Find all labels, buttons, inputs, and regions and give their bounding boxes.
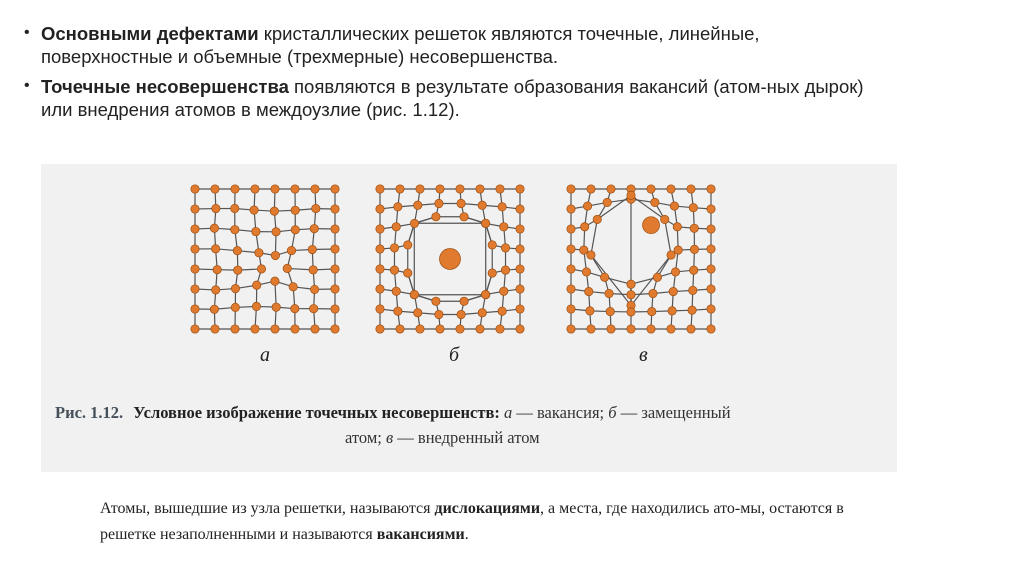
lattice-atom [667, 251, 675, 259]
lattice-atom [707, 205, 715, 213]
lattice-atom [585, 287, 593, 295]
lattice-atom [331, 225, 339, 233]
lattice-atom [516, 265, 524, 273]
lattice-atom [567, 285, 575, 293]
lattice-atom [211, 325, 219, 333]
lattice-atom [689, 203, 697, 211]
lattice-atom [651, 198, 659, 206]
lattice-atom [191, 285, 199, 293]
lattice-atom [291, 304, 299, 312]
lattice-atom [376, 185, 384, 193]
lattice-atom [257, 265, 265, 273]
lattice-atom [311, 185, 319, 193]
lattice-atom [478, 201, 486, 209]
lattice-atom [211, 185, 219, 193]
lattice-atom [231, 185, 239, 193]
caption-text-b: — замещенный [616, 403, 731, 422]
lattice-atom [210, 305, 218, 313]
lattice-atom [331, 265, 339, 273]
lattice-atom [331, 325, 339, 333]
lattice-atom [410, 290, 418, 298]
lattice-atom [291, 206, 299, 214]
lattice-atom [689, 286, 697, 294]
bullet-dot: • [24, 24, 30, 41]
lattice-atom [231, 225, 239, 233]
lattice-atom [567, 325, 575, 333]
lattice-atom [707, 305, 715, 313]
lattice-atom [496, 185, 504, 193]
lattice-bond [665, 219, 671, 255]
lattice-atom [390, 244, 398, 252]
lattice-atom [309, 266, 317, 274]
lattice-atom [498, 307, 506, 315]
lattice-atom [647, 325, 655, 333]
lattice-atom [707, 225, 715, 233]
lattice-atom [396, 325, 404, 333]
lattice-atom [234, 266, 242, 274]
lattice-atom [376, 245, 384, 253]
lattice-atom [457, 310, 465, 318]
lattice-atom [627, 291, 635, 299]
lattice-atom [607, 325, 615, 333]
lattice-atom [457, 199, 465, 207]
lattice-atom [312, 204, 320, 212]
lattice-atom [376, 225, 384, 233]
lattice-atom [606, 307, 614, 315]
lattice-atom [496, 325, 504, 333]
lattice-atom [331, 285, 339, 293]
lattice-atom [310, 285, 318, 293]
lattice-atom [251, 185, 259, 193]
lattice-atom [392, 287, 400, 295]
caption-text-c: — внедренный атом [393, 428, 540, 447]
lattice-atom [191, 205, 199, 213]
lattice-atom [331, 245, 339, 253]
lattice-atom [516, 245, 524, 253]
lattice-atom [331, 305, 339, 313]
lattice-atom [396, 185, 404, 193]
lattice-atom [252, 227, 260, 235]
lattice-atom [674, 246, 682, 254]
lattice-atom [331, 205, 339, 213]
lattice-atom [500, 223, 508, 231]
figure-label-c: в [639, 344, 648, 366]
figure-label-b: б [449, 344, 460, 366]
caption-letter-a: а [503, 403, 513, 422]
lattice-atom [376, 205, 384, 213]
caption-letter-b: б [608, 403, 617, 422]
lattice-atom [392, 223, 400, 231]
lattice-atom [191, 225, 199, 233]
lattice-substituted [373, 182, 537, 334]
bullet-bold: Точечные несовершенства [41, 76, 289, 97]
lattice-atom [603, 198, 611, 206]
lattice-atom [287, 246, 295, 254]
caption-letter-c: в [385, 428, 394, 447]
lattice-atom [435, 310, 443, 318]
lattice-atom [673, 223, 681, 231]
lattice-atom [272, 303, 280, 311]
lattice-atom [501, 266, 509, 274]
caption-number: Рис. 1.12. [55, 403, 124, 422]
para-text-3: . [464, 526, 469, 543]
lattice-atom [607, 185, 615, 193]
lattice-atom [291, 185, 299, 193]
lattice-atom [476, 185, 484, 193]
lattice-atom [310, 224, 318, 232]
lattice-atom [567, 265, 575, 273]
caption-line2-pre: атом; [345, 428, 386, 447]
lattice-atom [376, 265, 384, 273]
lattice-atom [627, 308, 635, 316]
lattice-atom [404, 241, 412, 249]
lattice-atom [191, 245, 199, 253]
lattice-atom [567, 205, 575, 213]
lattice-atom [213, 265, 221, 273]
lattice-atom [567, 225, 575, 233]
lattice-atom [583, 202, 591, 210]
interstitial-atom [643, 217, 660, 234]
lattice-atom [600, 273, 608, 281]
lattice-atom [432, 297, 440, 305]
lattice-atom [271, 325, 279, 333]
lattice-atom [580, 246, 588, 254]
lattice-atom [690, 266, 698, 274]
lattice-atom [478, 309, 486, 317]
lattice-atom [707, 285, 715, 293]
lattice-atom [460, 297, 468, 305]
lattice-atom [231, 204, 239, 212]
lattice-atom [587, 325, 595, 333]
bullet-text: появляются в результате образования вакансий (атом-ных дырок) или внедрения атомов в междоузлие (рис. 1.12). [41, 76, 864, 120]
lattice-atom [516, 205, 524, 213]
lattice-atom [580, 223, 588, 231]
lattice-atom [627, 191, 635, 199]
lattice-atom [252, 302, 260, 310]
substituted-atom [440, 249, 461, 270]
figure-panel [41, 164, 897, 472]
lattice-bond [631, 195, 665, 219]
bullet-defects [24, 22, 884, 68]
lattice-atom [488, 241, 496, 249]
para-term-dislocations: дислокациями [434, 500, 541, 517]
lattice-atom [394, 307, 402, 315]
lattice-atom [311, 325, 319, 333]
lattice-atom [667, 185, 675, 193]
lattice-atom [627, 280, 635, 288]
lattice-atom [289, 283, 297, 291]
bullet-bold: Основными дефектами [41, 23, 259, 44]
lattice-atom [270, 207, 278, 215]
lattice-atom [376, 285, 384, 293]
lattice-vacancy [188, 182, 352, 334]
lattice-atom [690, 245, 698, 253]
lattice-atom [291, 325, 299, 333]
lattice-atom [394, 203, 402, 211]
bullet-point-defects [24, 75, 884, 121]
lattice-atom [283, 264, 291, 272]
lattice-atom [516, 325, 524, 333]
lattice-atom [191, 185, 199, 193]
lattice-atom [669, 287, 677, 295]
lattice-atom [481, 290, 489, 298]
lattice-atom [688, 306, 696, 314]
para-term-vacancies: вакансиями [376, 526, 465, 543]
lattice-atom [500, 287, 508, 295]
lattice-atom [376, 305, 384, 313]
lattice-atom [649, 289, 657, 297]
lattice-atom [250, 206, 258, 214]
lattice-atom [272, 228, 280, 236]
lattice-atom [586, 307, 594, 315]
lattice-atom [231, 325, 239, 333]
lattice-atom [414, 201, 422, 209]
lattice-atom [271, 277, 279, 285]
para-text-2: , а места, где находились ато-мы, остаются в решетке незаполненными и называются [100, 500, 844, 543]
lattice-atom [488, 269, 496, 277]
caption-title: Условное изображение точечных несовершенств: [133, 403, 500, 422]
lattice-atom [587, 185, 595, 193]
lattice-atom [436, 325, 444, 333]
caption-text-a: — вакансия; [512, 403, 609, 422]
figure-label-a: а [260, 344, 270, 366]
lattice-atom [376, 325, 384, 333]
bullet-list [24, 22, 884, 128]
lattice-atom [707, 325, 715, 333]
bullet-dot: • [24, 77, 30, 94]
lattice-atom [498, 203, 506, 211]
lattice-atom [251, 325, 259, 333]
lattice-atom [211, 245, 219, 253]
lattice-atom [212, 286, 220, 294]
lattice-atom [582, 268, 590, 276]
lattice-bond [597, 195, 631, 219]
lattice-atom [271, 251, 279, 259]
lattice-atom [309, 304, 317, 312]
lattice-atom [191, 305, 199, 313]
bullet-text: кристаллических решеток являются точечные, линейные, поверхностные и объемные (трехмерные) несовершенства. [41, 23, 760, 67]
lattice-atom [567, 185, 575, 193]
body-paragraph [100, 496, 880, 548]
lattice-atom [707, 185, 715, 193]
lattice-atom [331, 185, 339, 193]
lattice-atom [271, 185, 279, 193]
lattice-atom [661, 215, 669, 223]
lattice-atom [231, 284, 239, 292]
lattice-atom [668, 307, 676, 315]
lattice-atom [414, 309, 422, 317]
para-text-1: Атомы, вышедшие из узла решетки, называются [100, 500, 435, 517]
lattice-atom [212, 204, 220, 212]
lattice-atom [667, 325, 675, 333]
lattice-atom [390, 266, 398, 274]
lattice-atom [648, 307, 656, 315]
lattice-atom [567, 305, 575, 313]
lattice-atom [482, 219, 490, 227]
lattice-atom [687, 185, 695, 193]
lattice-atom [671, 268, 679, 276]
lattice-atom [436, 185, 444, 193]
lattice-atom [308, 245, 316, 253]
lattice-atom [567, 245, 575, 253]
lattice-atom [416, 185, 424, 193]
lattice-atom [707, 265, 715, 273]
lattice-atom [587, 251, 595, 259]
lattice-atom [690, 224, 698, 232]
lattice-atom [501, 244, 509, 252]
lattice-bond [591, 255, 631, 305]
lattice-atom [191, 265, 199, 273]
lattice-atom [253, 281, 261, 289]
lattice-atom [210, 224, 218, 232]
lattice-atom [516, 305, 524, 313]
lattice-atom [516, 225, 524, 233]
lattice-atom [707, 245, 715, 253]
lattice-atom [435, 199, 443, 207]
lattice-atom [191, 325, 199, 333]
lattice-atom [593, 215, 601, 223]
lattice-atom [231, 303, 239, 311]
lattice-atom [416, 325, 424, 333]
lattice-atom [460, 213, 468, 221]
lattice-atom [687, 325, 695, 333]
lattice-atom [233, 246, 241, 254]
lattice-atom [605, 289, 613, 297]
lattice-atom [647, 185, 655, 193]
lattice-atom [291, 226, 299, 234]
lattice-atom [255, 249, 263, 257]
lattice-atom [432, 213, 440, 221]
figure-caption [55, 400, 885, 450]
lattice-interstitial [564, 182, 728, 334]
lattice-atom [456, 325, 464, 333]
lattice-bond [631, 255, 671, 305]
lattice-atom [516, 285, 524, 293]
lattice-atom [627, 325, 635, 333]
lattice-atom [653, 273, 661, 281]
lattice-atom [670, 202, 678, 210]
lattice-atom [404, 269, 412, 277]
lattice-atom [456, 185, 464, 193]
lattice-atom [516, 185, 524, 193]
lattice-atom [476, 325, 484, 333]
lattice-atom [410, 219, 418, 227]
lattice-bond [591, 219, 597, 255]
